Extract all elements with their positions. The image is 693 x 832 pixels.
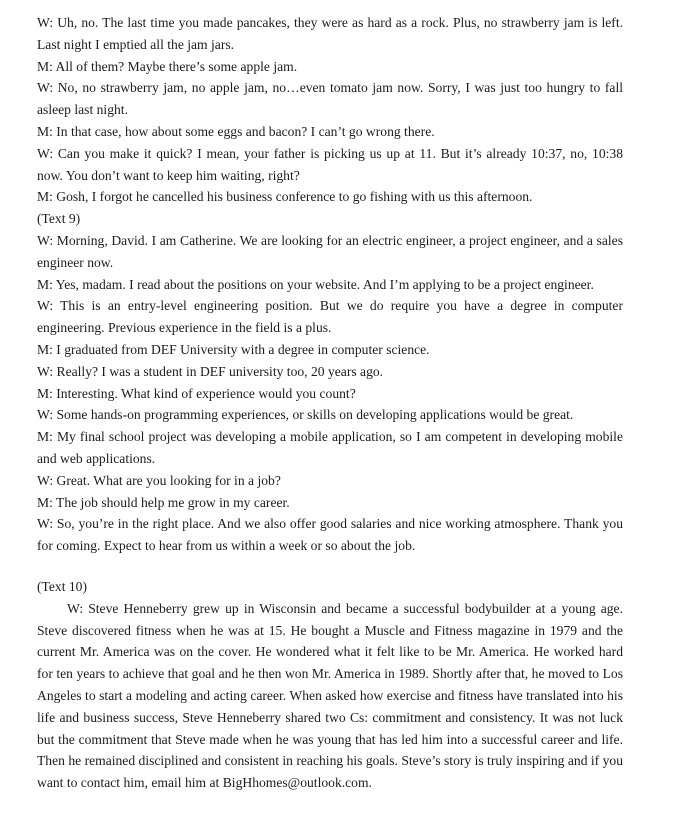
dialogue-line: W: Morning, David. I am Catherine. We are looking for an electric engineer, a project engineer, and a sales engineer now. (37, 232, 623, 270)
dialogue-line: W: Really? I was a student in DEF university too, 20 years ago. (37, 363, 384, 379)
dialogue-line: W: No, no strawberry jam, no apple jam, no…even tomato jam now. Sorry, I was just too hungry to fall asleep last night. (37, 80, 623, 118)
dialogue-line: W: Can you make it quick? I mean, your father is picking us up at 11. But it’s already 10:37, no, 10:38 now. You don’t want to keep him waiting, right? (37, 145, 623, 183)
dialogue-line: M: I graduated from DEF University with a degree in computer science. (37, 341, 430, 357)
dialogue-line: W: Some hands-on programming experiences, or skills on developing applications would be great. (37, 407, 574, 423)
dialogue-section (37, 12, 623, 208)
dialogue-line: W: Great. What are you looking for in a job? (37, 472, 281, 488)
dialogue-line: M: Interesting. What kind of experience would you count? (37, 385, 356, 401)
paragraph-text: W: Steve Henneberry grew up in Wisconsin and became a successful bodybuilder at a young age. Steve discovered fitness when he was at 15. He bought a Muscle and Fitness magazine in 1979 and the current Mr. America was on the cover. He wondered what it felt like to be Mr. America. He worked hard for ten years to achieve that goal and he then won Mr. America in 1989. Shortly after that, he moved to Los Angeles to start a modeling and acting career. When asked how exercise and fitness have translated into his life and business success, Steve Henneberry shared two Cs: commitment and consistency. It was not luck but the commitment that Steve made when he was young that has led him into a successful career and life. Then he remained disciplined and consistent in reaching his goals. Steve’s story is truly inspiring and if you want to contact him, email him at BigHhomes@outlook.com. (37, 600, 623, 791)
dialogue-line: M: Gosh, I forgot he cancelled his business conference to go fishing with us this afternoon. (37, 189, 533, 205)
dialogue-line: M: Yes, madam. I read about the positions on your website. And I’m applying to be a project engineer. (37, 276, 594, 292)
section-spacer (37, 557, 623, 576)
dialogue-line: W: So, you’re in the right place. And we also offer good salaries and nice working atmosphere. Thank you for coming. Expect to hear from us within a week or so about the job. (37, 516, 623, 554)
dialogue-line: W: Uh, no. The last time you made pancakes, they were as hard as a rock. Plus, no strawberry jam is left. Last night I emptied all the jam jars. (37, 15, 623, 52)
dialogue-line: M: All of them? Maybe there’s some apple jam. (37, 58, 298, 74)
section-heading: (Text 10) (37, 578, 88, 594)
dialogue-line: M: In that case, how about some eggs and bacon? I can’t go wrong there. (37, 123, 435, 139)
text-10-section (37, 576, 623, 794)
dialogue-line: M: My final school project was developing a mobile application, so I am competent in developing mobile and web applications. (37, 429, 623, 466)
dialogue-line: M: The job should help me grow in my career. (37, 494, 290, 510)
dialogue-line: W: This is an entry-level engineering position. But we do require you have a degree in computer engineering. Previous experience in the field is a plus. (37, 298, 623, 336)
monologue-paragraph (37, 598, 623, 794)
text-9-section (37, 208, 623, 557)
section-heading: (Text 9) (37, 211, 81, 227)
